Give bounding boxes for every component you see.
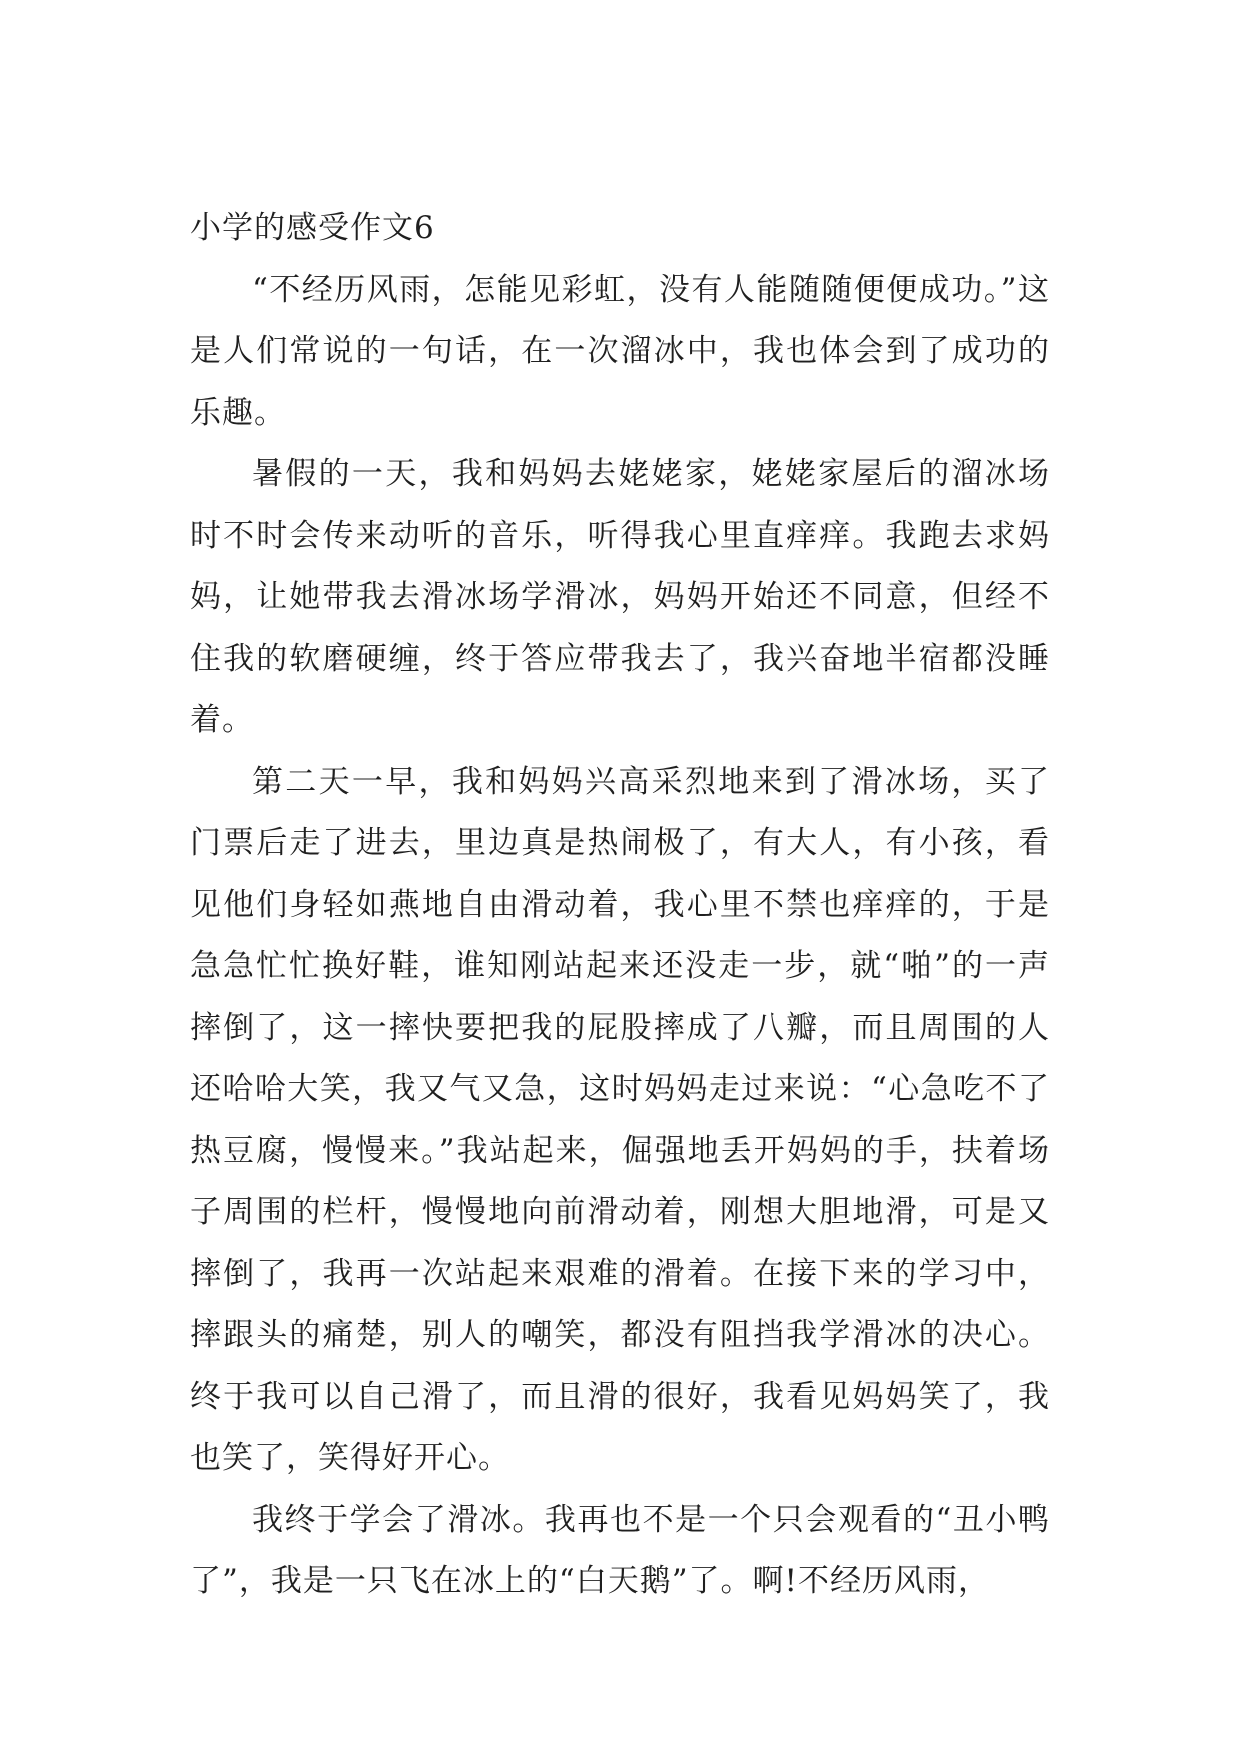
document-title: 小学的感受作文6 bbox=[190, 210, 435, 246]
paragraph-4: 我终于学会了滑冰。我再也不是一个只会观看的“丑小鸭了”，我是一只飞在冰上的“白天鹅”了。啊!不经历风雨， bbox=[190, 1501, 1050, 1599]
document-body bbox=[190, 198, 1050, 1613]
paragraph-1: “不经历风雨，怎能见彩虹，没有人能随随便便成功。”这是人们常说的一句话，在一次溜冰中，我也体会到了成功的乐趣。 bbox=[190, 271, 1050, 431]
paragraph-2: 暑假的一天，我和妈妈去姥姥家，姥姥家屋后的溜冰场时不时会传来动听的音乐，听得我心里直痒痒。我跑去求妈妈，让她带我去滑冰场学滑冰，妈妈开始还不同意，但经不住我的软磨硬缠，终于答应带我去了，我兴奋地半宿都没睡着。 bbox=[190, 456, 1050, 738]
paragraph-3: 第二天一早，我和妈妈兴高采烈地来到了滑冰场，买了门票后走了进去，里边真是热闹极了，有大人，有小孩，看见他们身轻如燕地自由滑动着，我心里不禁也痒痒的，于是急急忙忙换好鞋，谁知刚站起来还没走一步，就“啪”的一声摔倒了，这一摔快要把我的屁股摔成了八瓣，而且周围的人还哈哈大笑，我又气又急，这时妈妈走过来说：“心急吃不了热豆腐，慢慢来。”我站起来，倔强地丢开妈妈的手，扶着场子周围的栏杆，慢慢地向前滑动着，刚想大胆地滑，可是又摔倒了，我再一次站起来艰难的滑着。在接下来的学习中，摔跟头的痛楚，别人的嘲笑，都没有阻挡我学滑冰的决心。终于我可以自己滑了，而且滑的很好，我看见妈妈笑了，我也笑了，笑得好开心。 bbox=[190, 763, 1050, 1476]
